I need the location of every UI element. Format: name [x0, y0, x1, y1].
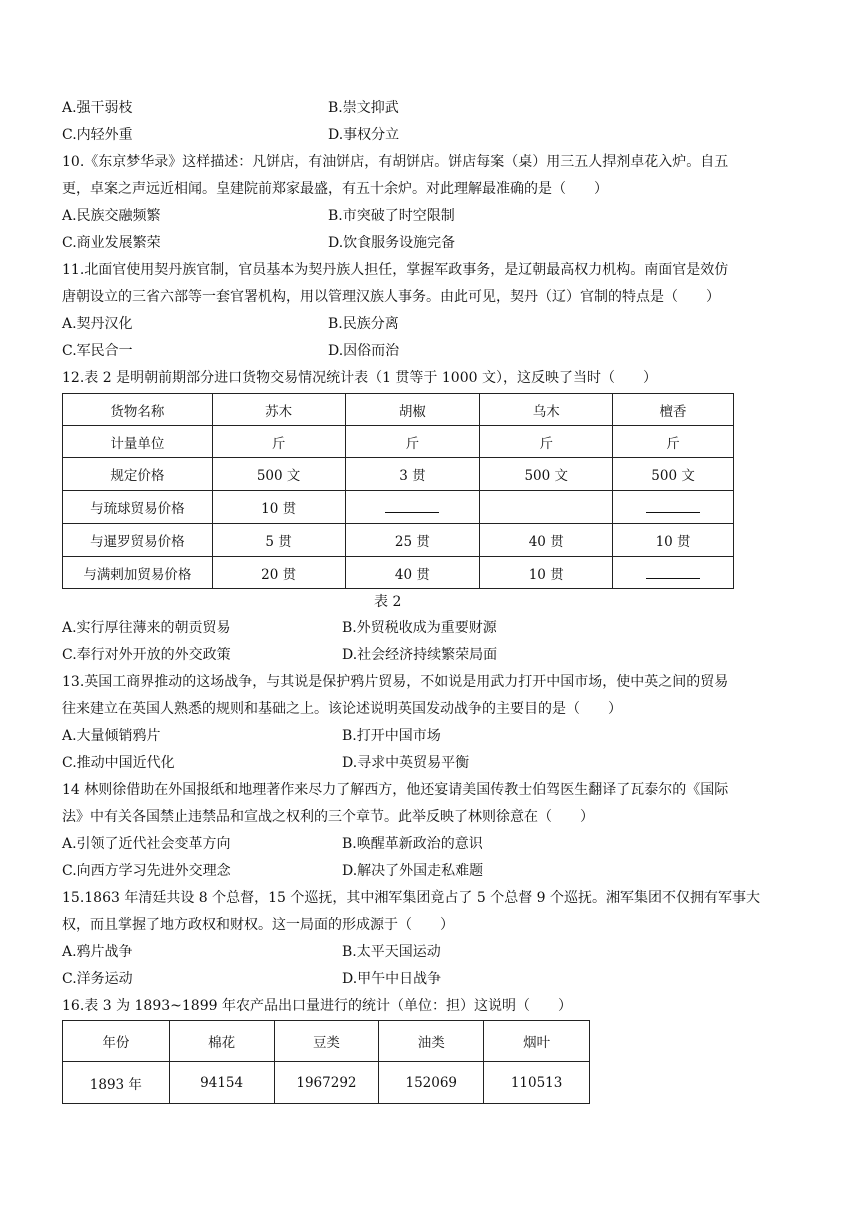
q11-stem-line2: 唐朝设立的三省六部等一套官署机构，用以管理汉族人事务。由此可见，契丹（辽）官制的特点是（ ）: [62, 289, 720, 305]
q14-option-b: B.唤醒革新政治的意识: [342, 836, 483, 852]
table-cell-blank-line: [345, 491, 480, 524]
table-2-caption: 表 2: [374, 594, 402, 610]
table-header-cell: 烟叶: [484, 1021, 590, 1062]
table-cell: 25 贯: [345, 524, 480, 557]
q15-option-d: D.甲午中日战争: [342, 971, 442, 987]
q14-option-d: D.解决了外国走私难题: [342, 863, 484, 879]
q15-stem-line2: 权，而且掌握了地方政权和财权。这一局面的形成源于（ ）: [62, 917, 454, 933]
q14-stem-line2: 法》中有关各国禁止违禁品和宣战之权利的三个章节。此举反映了林则徐意在（ ）: [62, 809, 594, 825]
q9-option-b: B.崇文抑武: [328, 100, 399, 116]
q10-option-c: C.商业发展繁荣: [62, 235, 161, 251]
q9-option-a: A.强干弱枝: [62, 100, 133, 116]
q12-option-c: C.奉行对外开放的外交政策: [62, 647, 231, 663]
q15-stem-line1: 15.1863 年清廷共设 8 个总督，15 个巡抚，其中湘军集团竟占了 5 个总督 9 个巡抚。湘军集团不仅拥有军事大: [62, 890, 761, 906]
table-cell: 3 贯: [345, 458, 480, 491]
table-cell: 斤: [212, 426, 345, 458]
q10-stem-line2: 更，卓案之声远近相闻。皇建院前郑家最盛，有五十余炉。对此理解最准确的是（ ）: [62, 181, 608, 197]
q16-stem-line1: 16.表 3 为 1893~1899 年农产品出口量进行的统计（单位：担）这说明（ ）: [62, 998, 572, 1014]
q10-option-a: A.民族交融频繁: [62, 208, 161, 224]
fill-in-blank: [646, 568, 700, 579]
q13-option-a: A.大量倾销鸦片: [62, 728, 161, 744]
q10-option-b: B.市突破了时空限制: [328, 208, 455, 224]
table-cell: 10 贯: [212, 491, 345, 524]
q11-stem-line1: 11.北面官使用契丹族官制，官员基本为契丹族人担任，掌握军政事务，是辽朝最高权力机构。南面官是效仿: [62, 262, 729, 278]
q13-option-d: D.寻求中英贸易平衡: [342, 755, 470, 771]
table-2: [62, 393, 734, 589]
table-row: [63, 491, 734, 524]
q15-option-c: C.洋务运动: [62, 971, 133, 987]
q11-option-b: B.民族分离: [328, 316, 399, 332]
table-cell: 500 文: [480, 458, 613, 491]
table-header-cell: 油类: [379, 1021, 484, 1062]
q11-option-a: A.契丹汉化: [62, 316, 133, 332]
q12-option-a: A.实行厚往薄来的朝贡贸易: [62, 620, 231, 636]
table-cell: 1967292: [274, 1062, 379, 1104]
table-row: [63, 557, 734, 589]
q13-option-b: B.打开中国市场: [342, 728, 441, 744]
q12-option-d: D.社会经济持续繁荣局面: [342, 647, 498, 663]
table-cell: 10 贯: [613, 524, 734, 557]
table-cell-blank-line: [613, 557, 734, 589]
table-header-cell: 棉花: [169, 1021, 274, 1062]
q14-option-a: A.引领了近代社会变革方向: [62, 836, 231, 852]
table-cell: 500 文: [212, 458, 345, 491]
table-cell: 5 贯: [212, 524, 345, 557]
q15-option-a: A.鸦片战争: [62, 944, 133, 960]
table-row: [63, 524, 734, 557]
table-row: [63, 426, 734, 458]
table-cell: 10 贯: [480, 557, 613, 589]
q13-stem-line2: 往来建立在英国人熟悉的规则和基础之上。该论述说明英国发动战争的主要目的是（ ）: [62, 701, 622, 717]
table-cell: 斤: [480, 426, 613, 458]
table-header-cell: 年份: [63, 1021, 170, 1062]
q13-option-c: C.推动中国近代化: [62, 755, 175, 771]
table-cell: 40 贯: [480, 524, 613, 557]
table-cell: 斤: [345, 426, 480, 458]
table-row: [63, 458, 734, 491]
q12-option-b: B.外贸税收成为重要财源: [342, 620, 497, 636]
table-cell-empty: [480, 491, 613, 524]
q14-stem-line1: 14 林则徐借助在外国报纸和地理著作来尽力了解西方，他还宴请美国传教士伯驾医生翻译了瓦泰尔的《国际: [62, 782, 729, 798]
q9-option-c: C.内轻外重: [62, 127, 133, 143]
table-header-cell: 苏木: [212, 394, 345, 426]
table-3-header-row: [63, 1021, 590, 1062]
q10-stem-line1: 10.《东京梦华录》这样描述：凡饼店，有油饼店，有胡饼店。饼店每案（桌）用三五人捍剂卓花入炉。自五: [62, 154, 729, 170]
q12-stem-line1: 12.表 2 是明朝前期部分进口货物交易情况统计表（1 贯等于 1000 文），这反映了当时（ ）: [62, 370, 657, 386]
table-cell: 斤: [613, 426, 734, 458]
table-cell: 500 文: [613, 458, 734, 491]
table-cell: 与琉球贸易价格: [63, 491, 213, 524]
fill-in-blank: [385, 502, 439, 513]
table-cell: 计量单位: [63, 426, 213, 458]
q11-option-c: C.军民合一: [62, 343, 133, 359]
table-row: [63, 1062, 590, 1104]
table-cell: 110513: [484, 1062, 590, 1104]
table-cell: 与暹罗贸易价格: [63, 524, 213, 557]
table-cell: 规定价格: [63, 458, 213, 491]
table-cell: 与满剌加贸易价格: [63, 557, 213, 589]
table-3: [62, 1020, 590, 1104]
table-header-cell: 胡椒: [345, 394, 480, 426]
fill-in-blank: [646, 502, 700, 513]
q9-option-d: D.事权分立: [328, 127, 400, 143]
table-header-cell: 货物名称: [63, 394, 213, 426]
q11-option-d: D.因俗而治: [328, 343, 400, 359]
table-cell: 40 贯: [345, 557, 480, 589]
table-header-cell: 豆类: [274, 1021, 379, 1062]
table-header-cell: 檀香: [613, 394, 734, 426]
table-cell: 20 贯: [212, 557, 345, 589]
q13-stem-line1: 13.英国工商界推动的这场战争，与其说是保护鸦片贸易，不如说是用武力打开中国市场，使中英之间的贸易: [62, 674, 729, 690]
table-cell-blank-line: [613, 491, 734, 524]
q10-option-d: D.饮食服务设施完备: [328, 235, 456, 251]
table-cell: 152069: [379, 1062, 484, 1104]
table-cell: 1893 年: [63, 1062, 170, 1104]
table-header-cell: 乌木: [480, 394, 613, 426]
table-cell: 94154: [169, 1062, 274, 1104]
table-2-header-row: [63, 394, 734, 426]
q15-option-b: B.太平天国运动: [342, 944, 441, 960]
q14-option-c: C.向西方学习先进外交理念: [62, 863, 231, 879]
